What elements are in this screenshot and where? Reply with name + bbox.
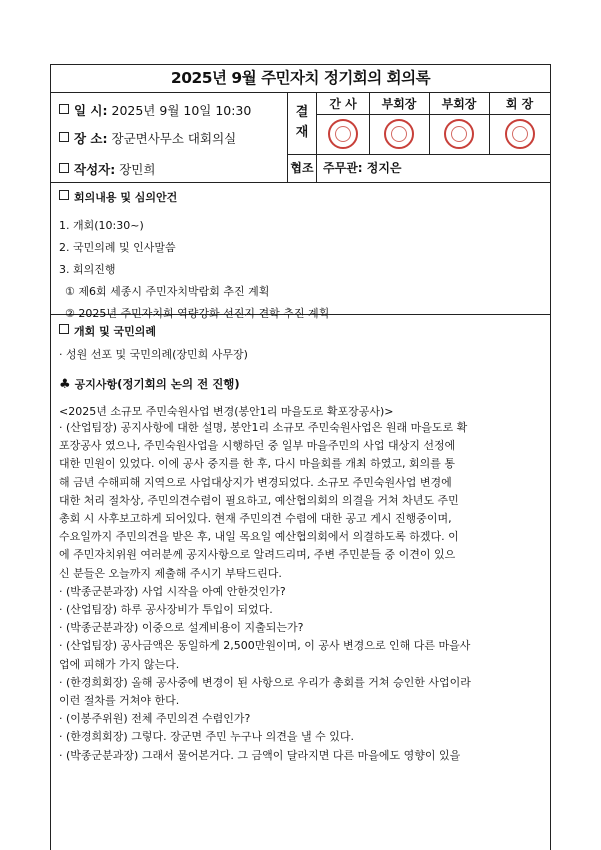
notice-heading-text: 공지사항 [74,378,118,391]
signature-cell-vice-chair-2 [429,115,489,154]
writer-value: 장민희 [119,162,156,177]
notice-line: 이런 절차를 거쳐야 한다. [59,694,180,708]
role-secretary: 간 사 [317,93,369,115]
notice-line: 수요일까지 주민의견을 받은 후, 내일 목요일 예산협의회에서 의결하도록 하겠다. 이 [59,530,459,544]
meeting-info [51,93,288,182]
square-bullet-icon [59,190,69,200]
document-title: 2025년 9월 주민자치 정기회의 회의록 [51,65,550,93]
notice-lines [59,419,544,765]
notice-line: · (산업팀장) 공사금액은 동일하게 2,500만원이며, 이 공사 변경으로 인해 다른 마을사 [59,639,471,653]
minutes-document [50,64,551,850]
approval-table [317,93,550,155]
signature-cell-chair [489,115,550,154]
cooperation-value: 주무관: 정지은 [323,161,402,175]
notice-subtitle: <2025년 소규모 주민숙원사업 변경(봉안1리 마을도로 확포장공사)> [59,405,394,418]
notice-line: · (이봉주위원) 전체 주민의견 수렴인가? [59,712,251,726]
notice-heading [59,376,240,392]
agenda-item: ① 제6회 세종시 주민자치박람회 추진 계획 [65,285,270,298]
date-row [59,101,251,119]
square-bullet-icon [59,163,69,173]
notice-line: · (박종군분과장) 이중으로 설계비용이 지출되는가? [59,621,304,635]
notice-line: 대한 처리 절차상, 주민의견수렴이 필요하고, 예산협의회의 의결을 거쳐 차년도 주민 [59,493,459,507]
agenda-item: 2. 국민의례 및 인사말씀 [59,241,176,254]
agenda-item: 1. 개회(10:30~) [59,219,144,232]
notice-line: · (박종군분과장) 그래서 물어본거다. 그 금액이 달라지면 다른 마을에도 영향이 있을 [59,748,461,762]
notice-heading-sub: (정기회의 논의 전 진행) [117,377,240,391]
notice-line: · (박종군분과장) 사업 시작을 아예 안한것인가? [59,584,286,598]
date-value: 2025년 9월 10일 10:30 [111,103,252,118]
role-vice-chair-2: 부회장 [429,93,489,115]
agenda-section [51,183,550,320]
agenda-heading [59,189,177,205]
notice-line: 총회 시 사후보고하게 되어있다. 현재 주민의견 수렴에 대한 공고 게시 진행중이며, [59,512,452,526]
place-row [59,129,236,147]
date-label: 일 시: [74,103,108,118]
notice-line: · (한경희회장) 그렇다. 장군면 주민 누구나 의견을 낼 수 있다. [59,730,354,744]
square-bullet-icon [59,324,69,334]
seal-icon [384,119,414,149]
writer-row [59,160,155,178]
notice-line: · (산업팀장) 공지사항에 대한 설명, 봉안1리 소규모 주민숙원사업은 원래 마을도로 확 [59,421,468,434]
seal-icon [505,119,535,149]
opening-heading-text: 개회 및 국민의례 [74,325,157,338]
seal-icon [328,119,358,149]
writer-label: 작성자: [74,162,116,177]
agenda-heading-text: 회의내용 및 심의안건 [74,191,178,204]
approval-label [288,93,317,155]
square-bullet-icon [59,132,69,142]
agenda-item: ② 2025년 주민자치회 역량강화 선진지 견학 추진 계획 [65,307,330,320]
notice-line: 해 금년 수해피해 지역으로 사업대상지가 변경되었다. 소규모 주민숙원사업 변경에 [59,475,452,489]
seal-icon [444,119,474,149]
approval-label-bottom: 재 [295,125,309,140]
notice-line: · (한경희회장) 올해 공사중에 변경이 된 사항으로 우리가 총회를 거쳐 승인한 사업이라 [59,675,471,689]
role-vice-chair-1: 부회장 [369,93,429,115]
club-icon: ♣ [59,377,71,392]
cooperation-label: 협조 [288,155,317,182]
opening-heading [59,323,156,339]
notice-line: 신 분들은 오늘까지 제출해 주시기 부탁드린다. [59,566,282,580]
header-block [51,93,550,183]
notice-line: 에 주민자치위원 여러분께 공지사항으로 알려드리며, 주변 주민분들 중 이견이 있으 [59,548,456,562]
signature-cell-secretary [317,115,369,154]
agenda-item: 3. 회의진행 [59,263,116,276]
opening-line: · 성원 선포 및 국민의례(장민희 사무장) [59,348,248,361]
square-bullet-icon [59,104,69,114]
notice-line: · (산업팀장) 하루 공사장비가 투입이 되었다. [59,603,273,617]
place-label: 장 소: [74,131,108,146]
place-value: 장군면사무소 대회의실 [111,131,237,146]
approval-label-top: 결 [295,105,309,120]
notice-line: 업에 피해가 가지 않는다. [59,657,180,671]
notice-line: 포장공사 였으나, 주민숙원사업을 시행하던 중 일부 마을주민의 사업 대상지 선정에 [59,439,456,453]
signature-cell-vice-chair-1 [369,115,429,154]
role-chair: 회 장 [489,93,550,115]
notice-line: 대한 민원이 있었다. 이에 공사 중지를 한 후, 다시 마을회를 개최 하였고, 회의를 통 [59,457,455,471]
